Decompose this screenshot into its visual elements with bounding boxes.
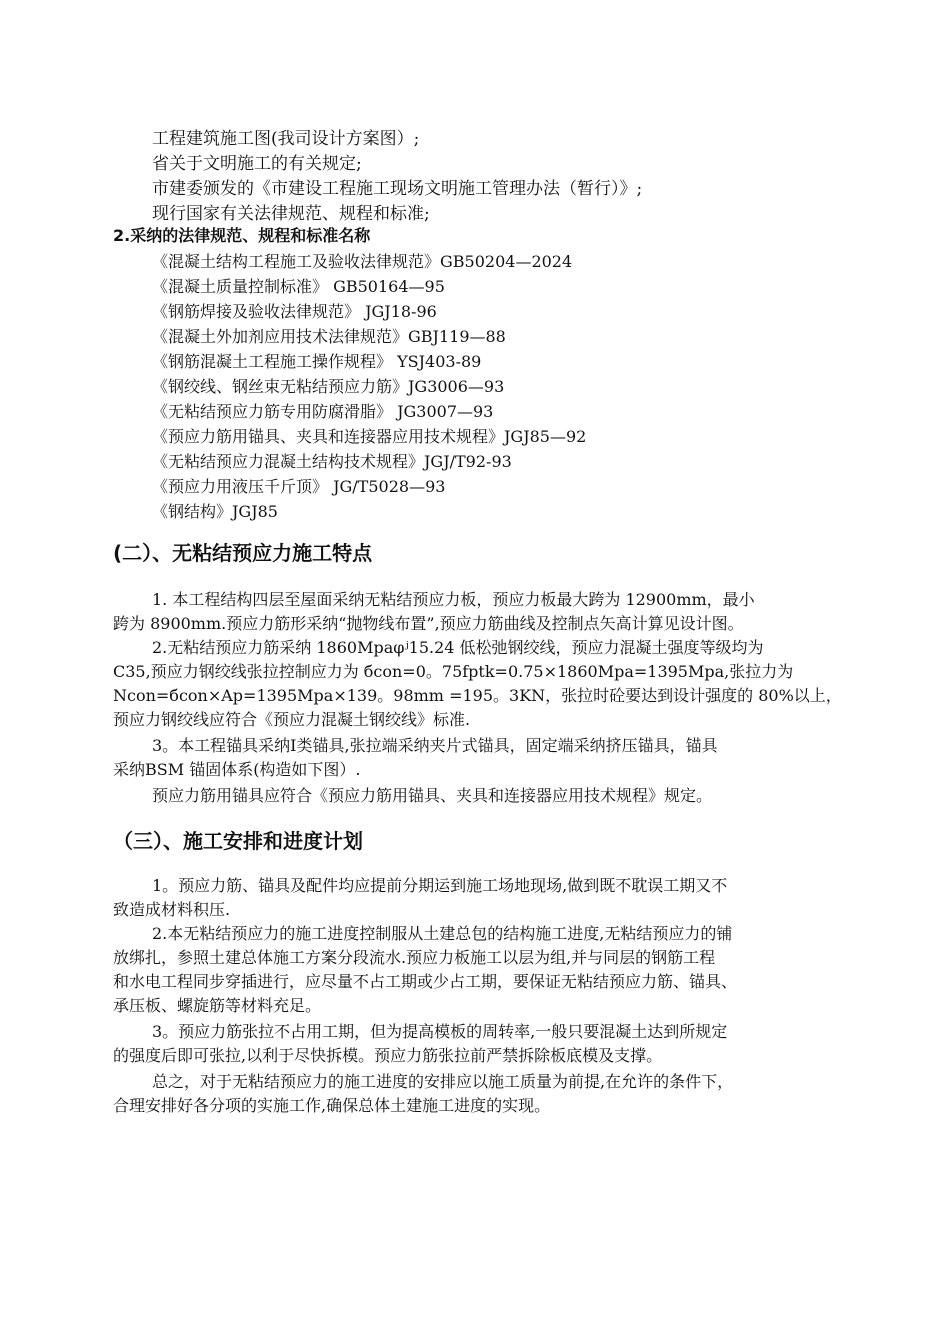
- paragraph-line: 和水电工程同步穿插进行，应尽量不占工期或少占工期，要保证无粘结预应力筋、锚具、: [113, 972, 738, 991]
- standard-item: 《预应力用液压千斤顶》 JG/T5028—93: [152, 477, 446, 496]
- paragraph-line: 3。本工程锚具采纳Ⅰ类锚具,张拉端采纳夹片式锚具，固定端采纳挤压锚具，锚具: [152, 736, 718, 755]
- standard-item: 《无粘结预应力混凝土结构技术规程》JGJ/T92-93: [152, 452, 512, 471]
- paragraph-line: 2.无粘结预应力筋采纳 1860Mpaφʲ15.24 低松弛钢绞线，预应力混凝土强度等级均为: [152, 638, 764, 657]
- paragraph-line: 的强度后即可张拉,以利于尽快拆模。预应力筋张拉前严禁拆除板底模及支撑。: [113, 1046, 663, 1065]
- standard-item: 《混凝土质量控制标准》 GB50164—95: [152, 277, 445, 296]
- standards-heading: 2.采纳的法律规范、规程和标准名称: [113, 226, 371, 245]
- standard-item: 《钢绞线、钢丝束无粘结预应力筋》JG3006—93: [152, 377, 505, 396]
- paragraph-line: 合理安排好各分项的实施工作,确保总体土建施工进度的实现。: [113, 1096, 551, 1115]
- basis-item: 市建委颁发的《市建设工程施工现场文明施工管理办法（暂行）》;: [152, 179, 643, 199]
- paragraph-line: 1. 本工程结构四层至屋面采纳无粘结预应力板，预应力板最大跨为 12900mm，最小: [152, 590, 755, 609]
- paragraph-line: 放绑扎，参照土建总体施工方案分段流水.预应力板施工以层为组,并与同层的钢筋工程: [113, 948, 716, 967]
- basis-item: 现行国家有关法律规范、规程和标准;: [152, 204, 430, 224]
- standard-item: 《钢结构》JGJ85: [152, 502, 278, 521]
- paragraph-line: 承压板、螺旋筋等材料充足。: [113, 996, 322, 1015]
- standard-item: 《混凝土结构工程施工及验收法律规范》GB50204—2024: [152, 252, 573, 271]
- standard-item: 《无粘结预应力筋专用防腐滑脂》 JG3007—93: [152, 402, 494, 421]
- paragraph-line: 3。预应力筋张拉不占用工期，但为提高模板的周转率,一般只要混凝土达到所规定: [152, 1022, 728, 1041]
- paragraph-line: 总之，对于无粘结预应力的施工进度的安排应以施工质量为前提,在允许的条件下，: [152, 1072, 734, 1091]
- basis-item: 工程建筑施工图(我司设计方案图）;: [152, 129, 420, 149]
- paragraph-line: 跨为 8900mm.预应力筋形采纳“抛物线布置”,预应力筋曲线及控制点矢高计算见设计图。: [113, 614, 744, 633]
- paragraph-line: 2.本无粘结预应力的施工进度控制服从土建总包的结构施工进度,无粘结预应力的铺: [152, 924, 733, 943]
- paragraph-line: C35,预应力钢绞线张拉控制应力为 бcon=0。75fptk=0.75×1860Mpa=1395Mpa,张拉力为: [113, 662, 794, 681]
- standard-item: 《预应力筋用锚具、夹具和连接器应用技术规程》JGJ85—92: [152, 427, 587, 446]
- standard-item: 《钢筋焊接及验收法律规范》 JGJ18-96: [152, 302, 437, 321]
- paragraph-line: 采纳BSM 锚固体系(构造如下图）.: [113, 760, 361, 779]
- paragraph-line: 1。预应力筋、锚具及配件均应提前分期运到施工场地现场,做到既不耽误工期又不: [152, 876, 728, 895]
- standard-item: 《混凝土外加剂应用技术法律规范》GBJ119—88: [152, 327, 506, 346]
- paragraph-line: 预应力筋用锚具应符合《预应力筋用锚具、夹具和连接器应用技术规程》规定。: [152, 786, 713, 805]
- standard-item: 《钢筋混凝土工程施工操作规程》 YSJ403-89: [152, 352, 482, 371]
- paragraph-line: Ncon=бcon×Ap=1395Mpa×139。98mm =195。3KN，张拉时砼要达到设计强度的 80%以上，: [113, 686, 842, 705]
- section-title: （三）、施工安排和进度计划: [113, 829, 363, 853]
- paragraph-line: 预应力钢绞线应符合《预应力混凝土钢绞线》标准.: [113, 710, 471, 729]
- section-title: (二）、无粘结预应力施工特点: [113, 541, 373, 565]
- basis-item: 省关于文明施工的有关规定;: [152, 154, 362, 174]
- paragraph-line: 致造成材料积压.: [113, 900, 231, 919]
